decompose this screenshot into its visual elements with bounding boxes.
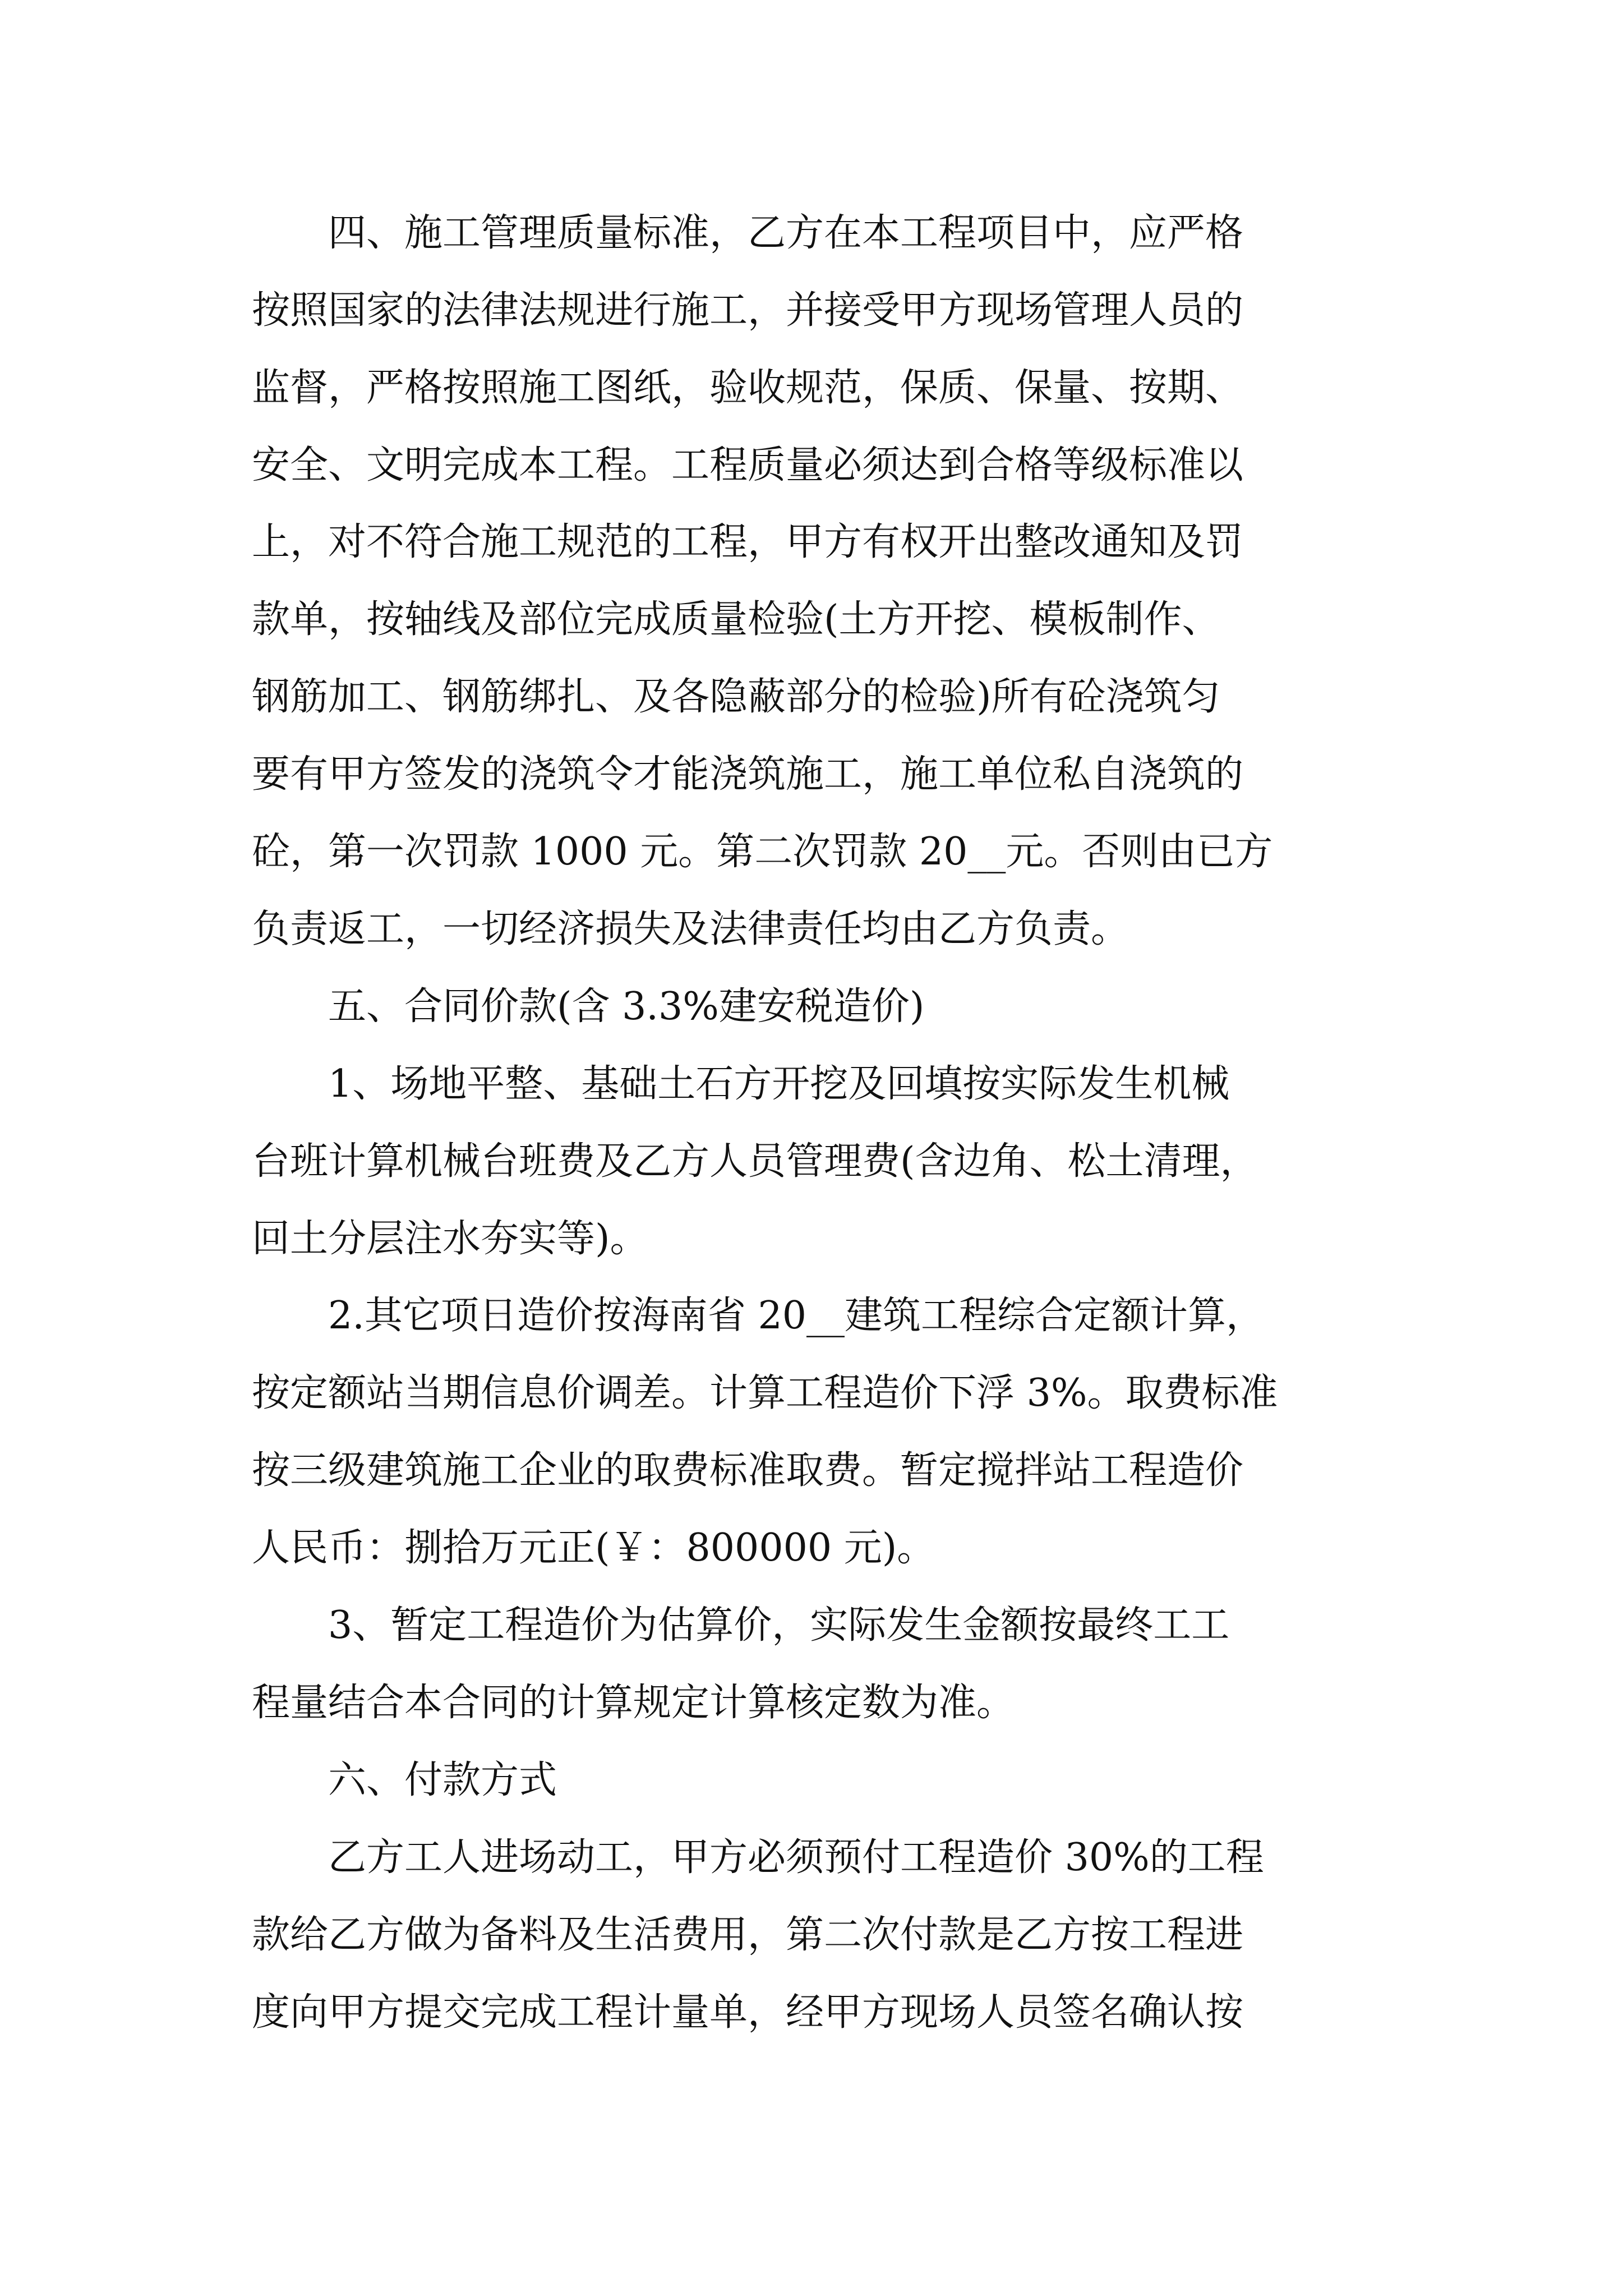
- text-line: 回土分层注水夯实等)。: [252, 1217, 648, 1261]
- text-line: 要有甲方签发的浇筑令才能浇筑施工，施工单位私自浇筑的: [252, 752, 1244, 797]
- text-line: 按照国家的法律法规进行施工，并接受甲方现场管理人员的: [252, 288, 1244, 333]
- text-line: 1、场地平整、基础土石方开挖及回填按实际发生机械: [252, 1062, 1230, 1106]
- text-line: 程量结合本合同的计算规定计算核定数为准。: [252, 1681, 1015, 1725]
- text-line: 按定额站当期信息价调差。计算工程造价下浮 3%。取费标准: [252, 1371, 1278, 1415]
- section-heading: 六、付款方式: [252, 1758, 557, 1802]
- text-line: 乙方工人进场动工，甲方必须预付工程造价 30%的工程: [252, 1835, 1264, 1880]
- text-line: 按三级建筑施工企业的取费标准取费。暂定搅拌站工程造价: [252, 1448, 1244, 1493]
- text-line: 度向甲方提交完成工程计量单，经甲方现场人员签名确认按: [252, 1990, 1244, 2035]
- text-line: 2.其它项日造价按海南省 20__建筑工程综合定额计算，: [252, 1294, 1265, 1338]
- text-line: 款单，按轴线及部位完成质量检验(土方开挖、模板制作、: [252, 597, 1220, 642]
- text-line: 砼，第一次罚款 1000 元。第二次罚款 20__元。否则由已方: [252, 830, 1273, 874]
- text-line: 负责返工，一切经济损失及法律责任均由乙方负责。: [252, 907, 1129, 951]
- text-line: 3、暂定工程造价为估算价，实际发生金额按最终工工: [252, 1603, 1230, 1648]
- text-line: 监督，严格按照施工图纸，验收规范，保质、保量、按期、: [252, 366, 1244, 410]
- text-line: 钢筋加工、钢筋绑扎、及各隐蔽部分的检验)所有砼浇筑匀: [252, 675, 1220, 719]
- section-heading: 五、合同价款(含 3.3%建安税造价): [252, 984, 925, 1029]
- text-line: 四、施工管理质量标准，乙方在本工程项目中，应严格: [252, 211, 1244, 255]
- text-line: 人民币：捌拾万元正(￥：800000 元)。: [252, 1526, 935, 1570]
- text-line: 款给乙方做为备料及生活费用，第二次付款是乙方按工程进: [252, 1913, 1244, 1957]
- text-line: 上，对不符合施工规范的工程，甲方有权开出整改通知及罚: [252, 520, 1244, 564]
- text-line: 安全、文明完成本工程。工程质量必须达到合格等级标准以: [252, 443, 1244, 487]
- text-line: 台班计算机械台班费及乙方人员管理费(含边角、松土清理，: [252, 1139, 1258, 1184]
